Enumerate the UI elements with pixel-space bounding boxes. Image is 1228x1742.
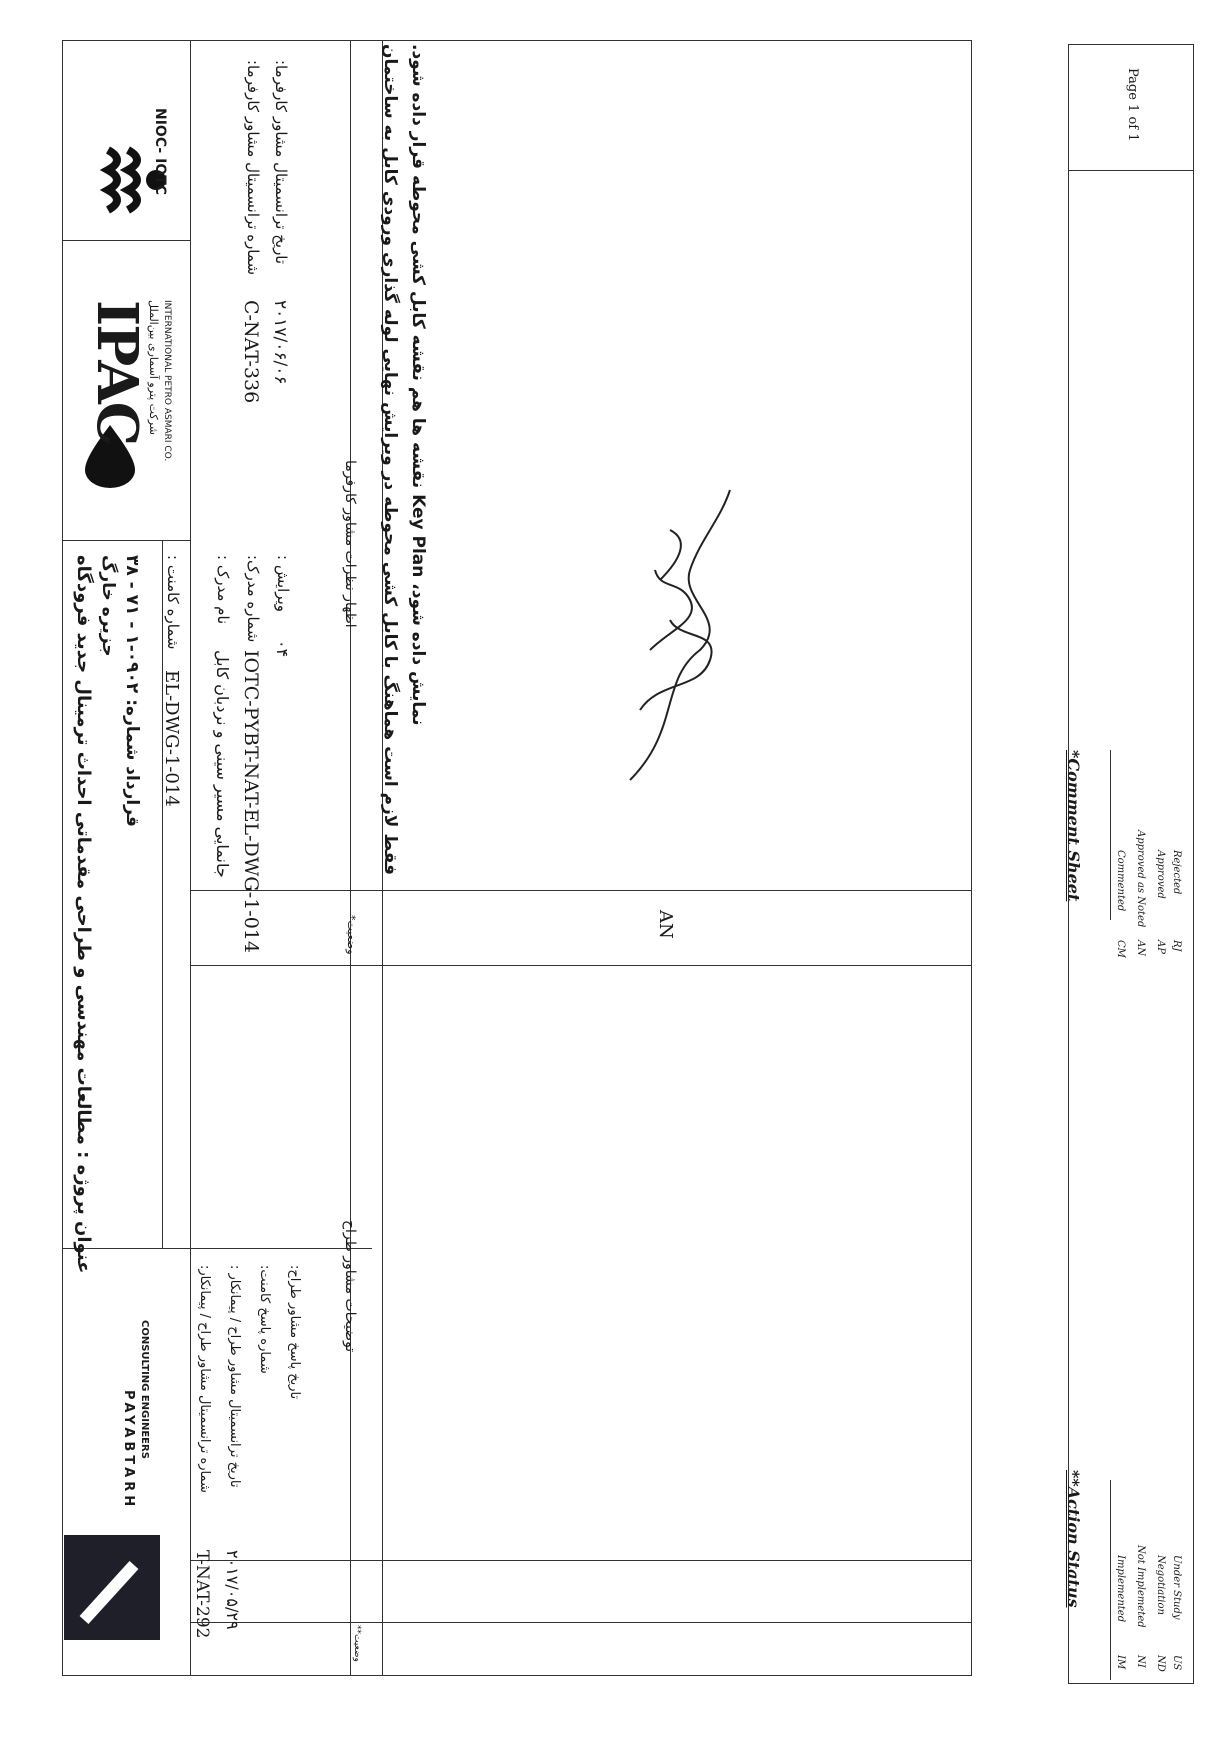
ipac-mark: IPAC xyxy=(84,300,150,445)
logo-separator-1 xyxy=(62,240,190,241)
header-divider xyxy=(190,40,191,1676)
payabtarh-logo xyxy=(64,1535,160,1640)
nioc-label: NIOC- IOTC xyxy=(152,108,168,196)
action-text-us: Under Study xyxy=(1171,1555,1182,1620)
status-value: AN xyxy=(655,910,676,939)
comment-legend-divider xyxy=(1110,750,1111,920)
comment-text-cm: Commented xyxy=(1115,850,1126,912)
logo-separator-2 xyxy=(62,540,190,541)
table-split-mid xyxy=(190,965,972,966)
designer-reply-date-label: تاریخ پاسخ مشاور طراح: xyxy=(287,1265,302,1400)
designer-date-value: ۲۰۱۷/۰۵/۲۹ xyxy=(223,1550,242,1630)
info-divider xyxy=(350,40,351,1676)
signature-scribble-icon xyxy=(620,480,740,810)
comment-text-rj: Rejected xyxy=(1171,850,1182,895)
comment-legend xyxy=(1112,830,1192,1000)
contract-number: قرارداد شماره: ۰۹۰۲-۱ - ۷۱ - ۳۸ xyxy=(122,555,142,827)
comment-line-2: نمایش داده شود، Key Plan نقشه ها هم نقشه کابل کشی محوطه قرار داده شود. xyxy=(408,44,428,726)
comment-number-value: EL-DWG-1-014 xyxy=(161,670,182,807)
designer-reply-label: شماره پاسخ کامنت: xyxy=(257,1265,272,1374)
ipac-en: INTERNATIONAL PETRO ASMARI CO. xyxy=(162,300,172,462)
designer-date-label: تاریخ ترانسمیتال مشاور طراح / پیمانکار : xyxy=(227,1265,242,1488)
signature xyxy=(620,480,740,810)
document-revision-label: ویرایش : xyxy=(274,555,292,612)
document-name-value: جانمایی مسیر سینی و نردبان کابل xyxy=(213,650,232,878)
comment-number-label: شماره کامنت : xyxy=(164,555,182,650)
action-code-nd: ND xyxy=(1155,1655,1166,1672)
document-revision-value: ۰۴ xyxy=(273,640,292,658)
action-text-ni: Not Implemeted xyxy=(1135,1545,1146,1628)
comment-code-an: AN xyxy=(1135,940,1146,956)
action-legend xyxy=(1112,1540,1192,1680)
action-status-title: **Action Status xyxy=(1064,1470,1083,1608)
comment-code-rj: RJ xyxy=(1171,940,1182,952)
table-split-top xyxy=(190,890,972,891)
action-code-im: IM xyxy=(1115,1655,1126,1670)
comment-sheet-title: *Comment Sheet xyxy=(1064,750,1083,902)
project-title: عنوان پروژه : مطالعات مهندسی و طراحی مقدماتی احداث ترمینال جدید فرودگاه xyxy=(73,555,94,1274)
document-number-value: IOTC-PYBT-NAT-EL-DWG-1-014 xyxy=(240,650,262,953)
employer-date-label: تاریخ ترانسمیتال مشاور کارفرما: xyxy=(272,60,290,265)
employer-comments-header: اظهار نظرات مشاور کارفرما xyxy=(342,460,358,628)
document-number-label: شماره مدرک: xyxy=(244,555,262,643)
comment-code-ap: AP xyxy=(1155,940,1166,954)
status2-header: وضعیت** xyxy=(352,1625,362,1662)
comment-text-an: Approved as Noted xyxy=(1135,830,1146,928)
logo-separator-3 xyxy=(62,1248,372,1249)
comment-text-ap: Approved xyxy=(1155,850,1166,899)
employer-transmittal-label: شماره ترانسمیتال مشاور کارفرما: xyxy=(244,60,262,276)
project-location: جزیره خارگ xyxy=(98,555,118,657)
status-header: وضعیت* xyxy=(345,915,358,955)
legend-page-divider xyxy=(1068,170,1194,171)
page-indicator: Page 1 of 1 xyxy=(1125,68,1140,142)
table-split-bottom xyxy=(190,1560,972,1561)
action-legend-divider xyxy=(1110,1480,1111,1680)
comment-number-divider xyxy=(162,540,163,1248)
table-split-status2 xyxy=(190,1622,972,1623)
comment-line-1: فقط لازم است هماهنگ با کابل کشی محوطه در ویرایش نهایی لوله گذاری ورودی کابل به ساختمان xyxy=(380,44,400,875)
payabtarh-mark-icon xyxy=(64,1535,160,1640)
designer-transmittal-label: شماره ترانسمیتال مشاور طراح / پیمانکار: xyxy=(197,1265,212,1493)
employer-transmittal-value: C-NAT-336 xyxy=(240,300,262,404)
ipac-fa: شرکت پترو آسماری بین‌الملل xyxy=(147,300,160,435)
action-text-nd: Negotiation xyxy=(1155,1555,1166,1615)
document-name-label: نام مدرک : xyxy=(214,555,232,625)
comment-code-cm: CM xyxy=(1115,940,1126,958)
payabtarh-sub: CONSULTING ENGINEERS xyxy=(139,1320,150,1459)
designer-transmittal-value: T-NAT-292 xyxy=(192,1550,212,1639)
payabtarh-name: PAYABTARH xyxy=(121,1390,136,1511)
designer-notes-header: توضیحات مشاور طراح xyxy=(342,1220,358,1353)
action-text-im: Implemented xyxy=(1115,1555,1126,1623)
action-code-us: US xyxy=(1171,1655,1182,1671)
employer-date-value: ۲۰۱۷/۰۶/۰۶ xyxy=(270,300,290,385)
action-code-ni: NI xyxy=(1135,1655,1146,1668)
